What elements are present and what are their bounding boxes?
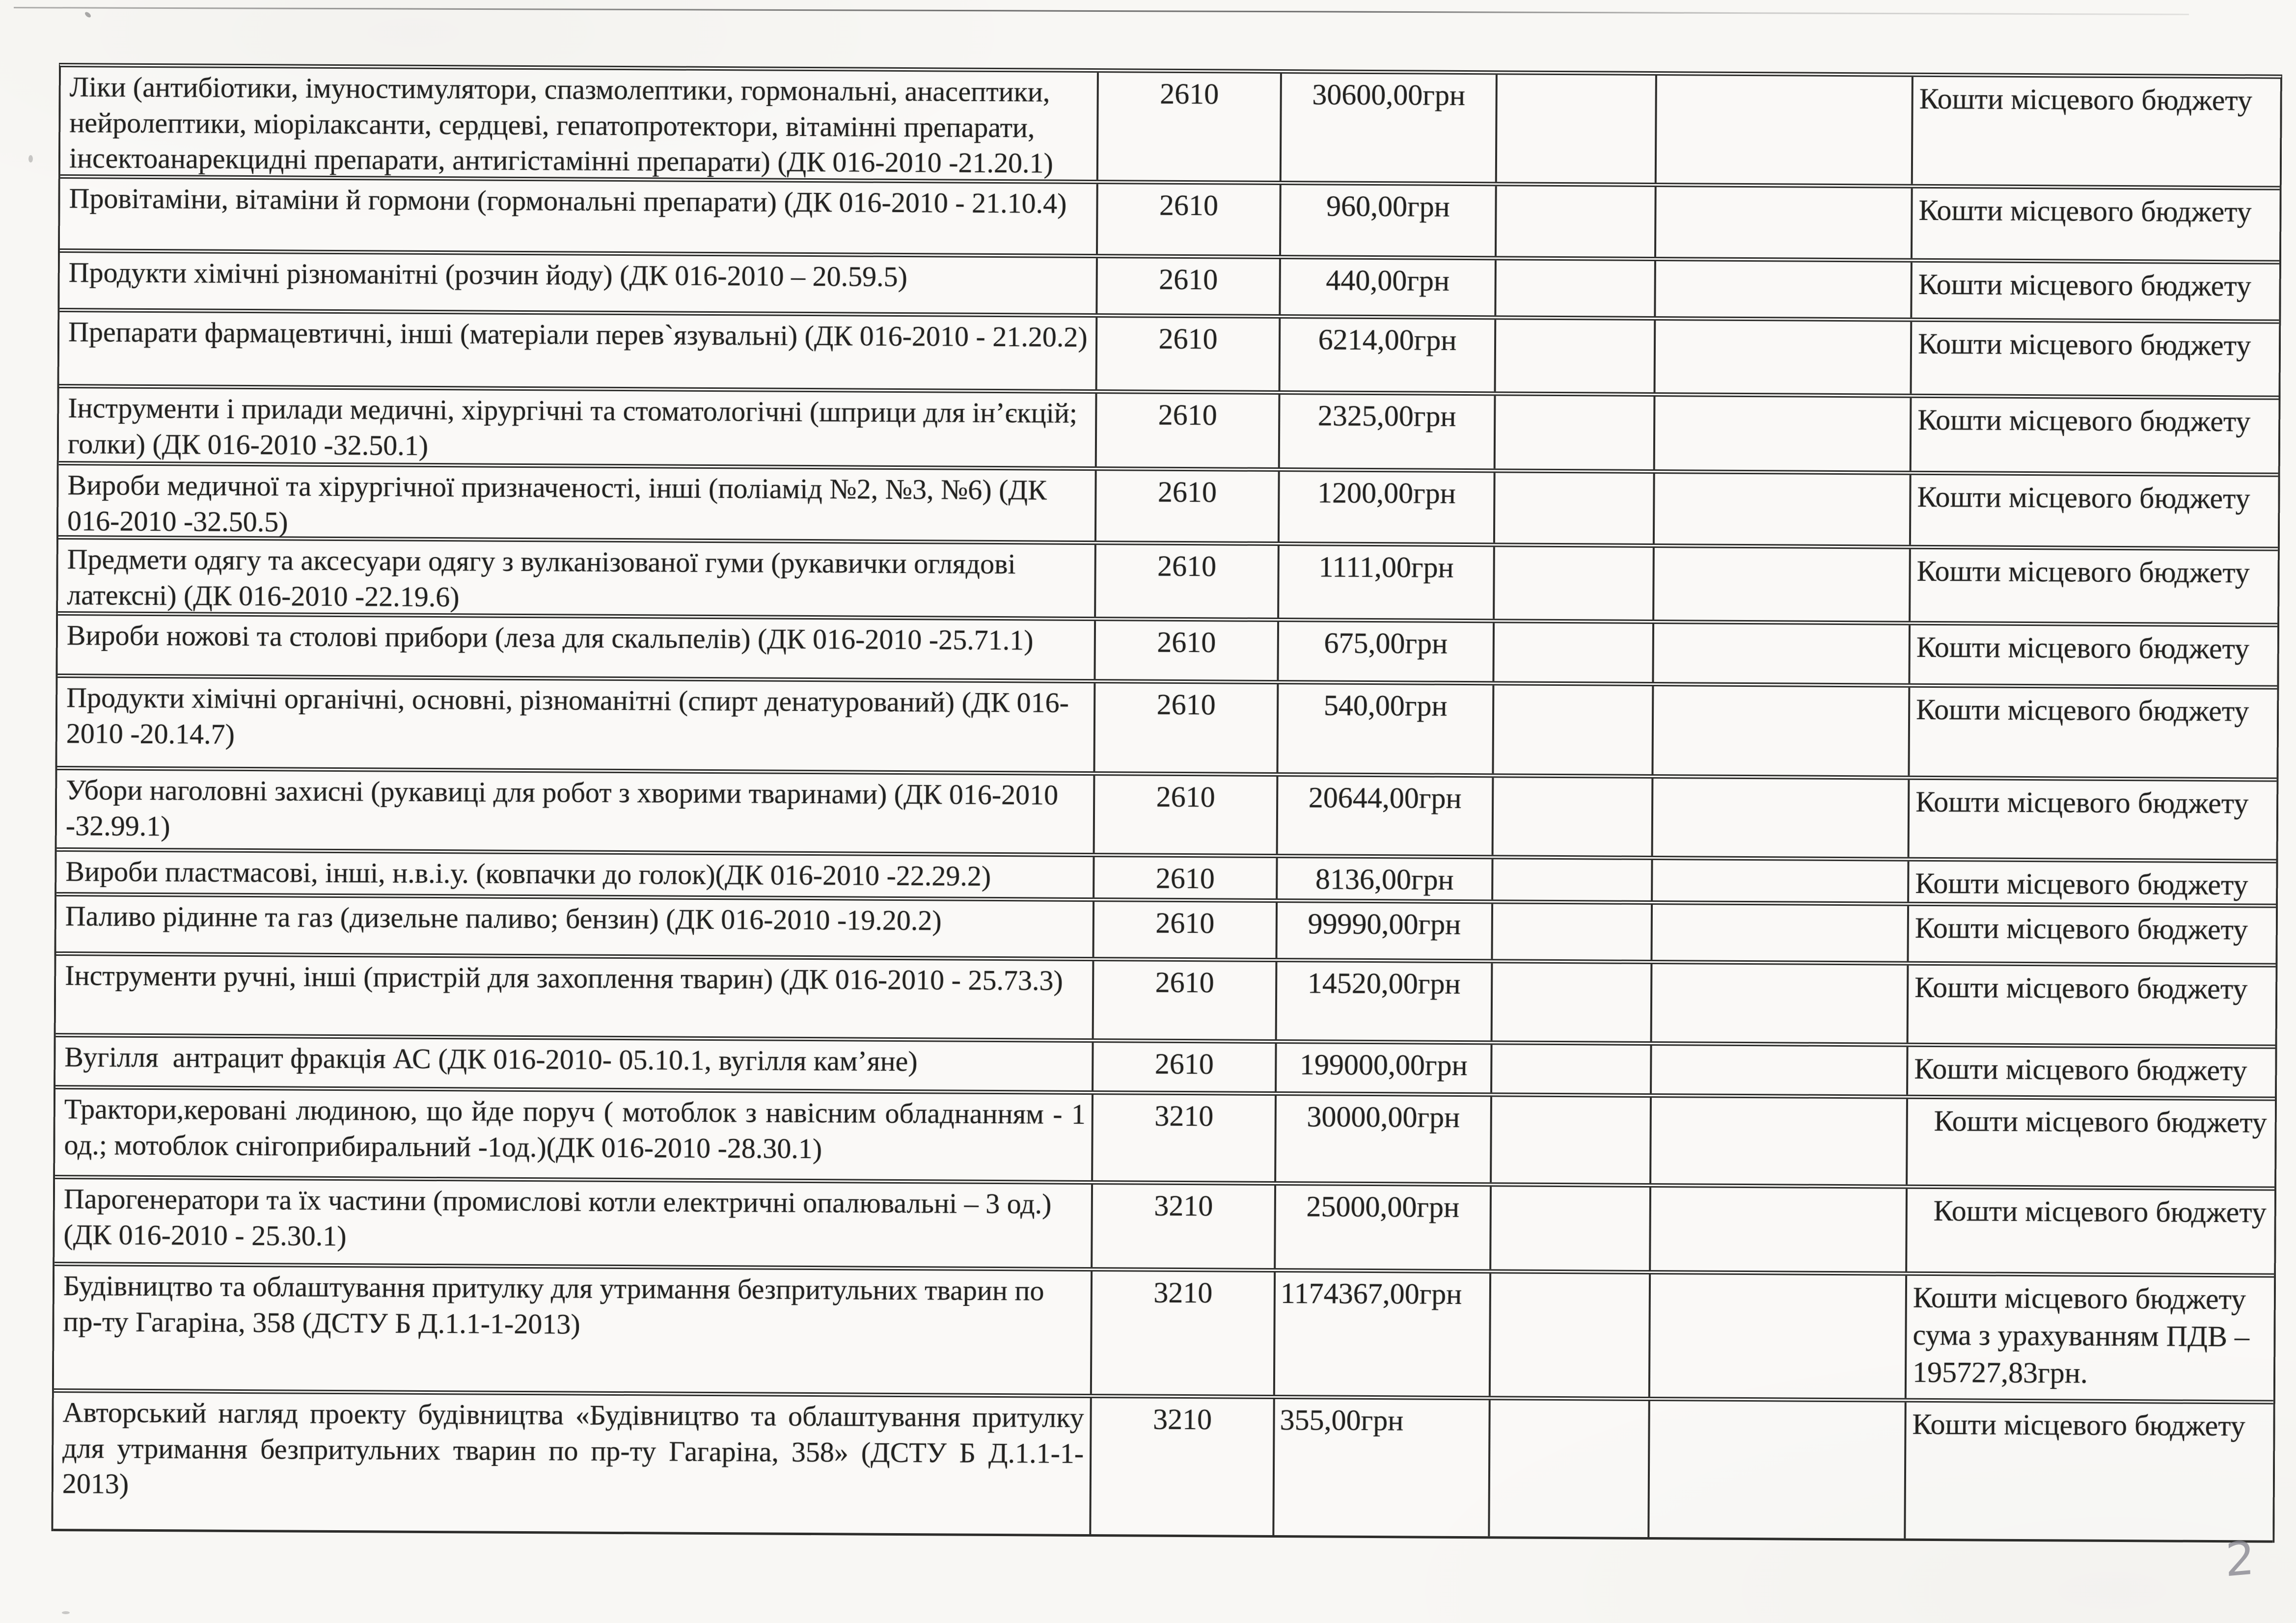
kekv-code-cell: 2610 <box>1093 776 1277 854</box>
kekv-code-cell: 2610 <box>1096 184 1280 255</box>
funding-source-cell: Кошти місцевого бюджету <box>1906 1047 2275 1097</box>
empty-cell <box>1494 396 1654 469</box>
empty-cell <box>1654 261 1911 318</box>
amount-cell: 540,00грн <box>1276 684 1492 773</box>
funding-source-cell: Кошти місцевого бюджету <box>1905 1189 2274 1273</box>
kekv-code-cell: 2610 <box>1093 621 1277 680</box>
amount-cell: 6214,00грн <box>1279 319 1495 391</box>
table-row <box>60 67 2280 190</box>
procurement-table <box>51 63 2282 1543</box>
item-description-cell: Інструменти ручні, інші (пристрій для захоплення тварин) (ДК 016-2010 - 25.73.3) <box>65 959 1063 997</box>
item-description-cell: Парогенератори та їх частини (промислові котли електричні опалювальні – 3 од.) (ДК 016-2010 - 25.30.1) <box>63 1183 1052 1252</box>
empty-cell <box>1490 1097 1650 1183</box>
empty-cell <box>1648 1274 1905 1398</box>
funding-source-cell: Кошти місцевого бюджету <box>1910 322 2279 396</box>
empty-cell <box>1491 904 1651 960</box>
amount-cell: 8136,00грн <box>1276 858 1491 899</box>
empty-cell <box>1494 260 1654 316</box>
amount-cell: 99990,00грн <box>1275 903 1491 959</box>
empty-cell <box>1655 76 1912 184</box>
item-description-cell: Ліки (антибіотики, імуностимулятори, спазмолептики, гормональні, анасептики, нейролептики, міорілаксанти, сердцеві, гепатопротектори, вітамінні препарати, інсектоанарекцидні препарати, антигістамінні препарати) (ДК 016-2010 -21.20.1) <box>69 71 1054 179</box>
item-description-cell: Вугілля антрацит фракція АС (ДК 016-2010- 05.10.1, вугілля кам’яне) <box>64 1041 918 1078</box>
empty-cell <box>1651 686 1908 776</box>
funding-source-cell: Кошти місцевого бюджету <box>1907 906 2276 963</box>
empty-cell <box>1653 474 1910 545</box>
empty-cell <box>1492 623 1652 682</box>
funding-source-cell: Кошти місцевого бюджету <box>1908 625 2277 685</box>
table-row <box>57 616 2277 690</box>
funding-source-cell: Кошти місцевого бюджету <box>1909 475 2278 547</box>
funding-source-cell: Кошти місцевого бюджету <box>1911 77 2280 186</box>
funding-source-cell: Кошти місцевого бюджету <box>1908 688 2277 778</box>
amount-cell: 25000,00грн <box>1274 1186 1490 1269</box>
empty-cell <box>1493 473 1653 543</box>
empty-cell <box>1651 779 1908 857</box>
kekv-code-cell: 2610 <box>1094 545 1278 618</box>
amount-cell: 675,00грн <box>1277 622 1493 681</box>
item-description-cell: Провітаміни, вітаміни й гормони (гормональні препарати) (ДК 016-2010 - 21.10.4) <box>69 182 1067 219</box>
table-row <box>58 540 2278 627</box>
item-description-cell: Вироби ножові та столові прибори (леза для скальпелів) (ДК 016-2010 -25.71.1) <box>66 619 1034 656</box>
kekv-code-cell: 2610 <box>1095 258 1279 314</box>
kekv-code-cell: 2610 <box>1092 902 1276 958</box>
item-description-cell: Препарати фармацевтичні, інші (матеріали перев`язувальні) (ДК 016-2010 - 21.20.2) <box>68 316 1088 353</box>
table-row <box>59 388 2279 477</box>
empty-cell <box>1649 1098 1906 1185</box>
table-row <box>57 678 2277 782</box>
empty-cell <box>1650 1046 1907 1095</box>
table-row <box>59 253 2279 324</box>
amount-cell: 1174367,00грн <box>1273 1272 1489 1396</box>
amount-cell: 960,00грн <box>1279 185 1495 256</box>
empty-cell <box>1493 547 1653 620</box>
funding-source-cell: Кошти місцевого бюджету <box>1907 862 2276 904</box>
table-row <box>57 770 2277 864</box>
scan-artifact-line <box>14 7 2189 15</box>
table-row <box>59 312 2279 400</box>
amount-cell: 199000,00грн <box>1275 1044 1491 1092</box>
empty-cell <box>1647 1401 1904 1539</box>
amount-cell: 14520,00грн <box>1275 962 1491 1040</box>
item-description-cell: Паливо рідинне та газ (дизельне паливо; бензин) (ДК 016-2010 -19.20.2) <box>65 900 942 937</box>
funding-source-cell: Кошти місцевого бюджету <box>1911 189 2280 260</box>
amount-cell: 2325,00грн <box>1278 395 1494 468</box>
scan-speck <box>62 1611 70 1614</box>
kekv-code-cell: 2610 <box>1092 1043 1275 1091</box>
funding-source-cell: Кошти місцевого бюджету <box>1910 398 2279 473</box>
kekv-code-cell: 2610 <box>1092 961 1276 1039</box>
table-row <box>60 179 2280 265</box>
empty-cell <box>1495 75 1655 183</box>
item-description-cell: Авторський нагляд проекту будівництва «Будівництво та облаштування притулку для утримання безпритульних тварин по пр-ту Гагаріна, 358» (ДСТУ Б Д.1.1-1-2013) <box>62 1396 1084 1500</box>
funding-source-cell: Кошти місцевого бюджету <box>1910 263 2279 320</box>
table-row <box>53 1393 2273 1543</box>
document-sheet <box>51 63 2282 1543</box>
funding-source-cell: Кошти місцевого бюджету <box>1907 966 2276 1045</box>
empty-cell <box>1653 397 1910 471</box>
amount-cell: 440,00грн <box>1279 259 1495 315</box>
item-description-cell: Продукти хімічні різноманітні (розчин йоду) (ДК 016-2010 – 20.59.5) <box>68 256 908 293</box>
table-row <box>55 1179 2274 1278</box>
funding-source-cell: Кошти місцевого бюджету <box>1906 1099 2275 1187</box>
empty-cell <box>1495 186 1655 257</box>
empty-cell <box>1489 1187 1649 1270</box>
amount-cell: 1200,00грн <box>1278 472 1494 542</box>
item-description-cell: Будівництво та облаштування притулку для утримання безпритульних тварин по пр-ту Гагаріна, 358 (ДСТУ Б Д.1.1-1-2013) <box>63 1270 1044 1340</box>
amount-cell: 355,00грн <box>1272 1399 1488 1536</box>
kekv-code-cell: 2610 <box>1093 857 1276 898</box>
kekv-code-cell: 3210 <box>1091 1185 1274 1268</box>
empty-cell <box>1651 860 1907 902</box>
kekv-code-cell: 2610 <box>1094 471 1278 541</box>
empty-cell <box>1649 1188 1906 1271</box>
kekv-code-cell: 3210 <box>1091 1095 1275 1181</box>
table-row <box>58 465 2278 551</box>
empty-cell <box>1652 548 1909 621</box>
funding-source-cell: Кошти місцевого бюджету <box>1904 1403 2273 1541</box>
item-description-cell: Інструменти і прилади медичні, хірургічні та стоматологічні (шприци для ін’єкцій; голки) (ДК 016-2010 -32.50.1) <box>67 392 1078 461</box>
funding-source-cell: Кошти місцевого бюджету <box>1909 549 2278 623</box>
empty-cell <box>1650 905 1907 961</box>
scan-speck <box>28 155 33 162</box>
empty-cell <box>1492 685 1652 774</box>
kekv-code-cell: 2610 <box>1096 73 1280 181</box>
empty-cell <box>1654 321 1911 394</box>
handwritten-page-number: 2 <box>2225 1531 2255 1588</box>
empty-cell <box>1650 964 1907 1043</box>
empty-cell <box>1488 1400 1648 1537</box>
amount-cell: 30000,00грн <box>1274 1096 1490 1182</box>
empty-cell <box>1492 778 1652 856</box>
kekv-code-cell: 2610 <box>1095 318 1279 390</box>
amount-cell: 20644,00грн <box>1276 777 1492 855</box>
funding-source-cell: Кошти місцевого бюджету <box>1908 780 2277 859</box>
item-description-cell: Вироби медичної та хірургічної призначеності, інші (поліамід №2, №3, №6) (ДК 016-2010 -32.50.5) <box>67 469 1047 538</box>
table-row <box>56 896 2276 968</box>
kekv-code-cell: 2610 <box>1093 683 1277 772</box>
kekv-code-cell: 2610 <box>1095 394 1279 467</box>
amount-cell: 30600,00грн <box>1280 74 1496 182</box>
table-row <box>54 1266 2274 1405</box>
empty-cell <box>1489 1273 1649 1397</box>
amount-cell: 1111,00грн <box>1277 546 1493 619</box>
scan-speck <box>84 11 92 18</box>
empty-cell <box>1491 859 1651 900</box>
table-row <box>56 956 2276 1049</box>
empty-cell <box>1652 624 1909 683</box>
kekv-code-cell: 3210 <box>1090 1271 1274 1395</box>
empty-cell <box>1494 320 1654 392</box>
item-description-cell: Продукти хімічні органічні, основні, різноманітні (спирт денатурований) (ДК 016-2010 -20.14.7) <box>66 681 1069 750</box>
table-row <box>55 1089 2275 1191</box>
kekv-code-cell: 3210 <box>1089 1398 1273 1535</box>
item-description-cell: Трактори,керовані людиною, що йде поруч ( мотоблок з навісним обладнанням - 1 од.; мотоблок снігоприбиральний -1од.)(ДК 016-2010 -28.30.1) <box>64 1093 1086 1164</box>
empty-cell <box>1490 1045 1650 1093</box>
item-description-cell: Вироби пластмасові, інші, н.в.і.у. (ковпачки до голок)(ДК 016-2010 -22.29.2) <box>65 855 991 892</box>
item-description-cell: Убори наголовні захисні (рукавиці для робот з хворими тваринами) (ДК 016-2010 -32.99.1) <box>65 774 1059 842</box>
empty-cell <box>1654 187 1911 258</box>
item-description-cell: Предмети одягу та аксесуари одягу з вулканізованої гуми (рукавички оглядові латексні) (ДК 016-2010 -22.19.6) <box>67 543 1016 613</box>
funding-source-cell: Кошти місцевого бюджету сума з урахуванням ПДВ – 195727,83грн. <box>1905 1276 2274 1400</box>
empty-cell <box>1491 963 1651 1041</box>
